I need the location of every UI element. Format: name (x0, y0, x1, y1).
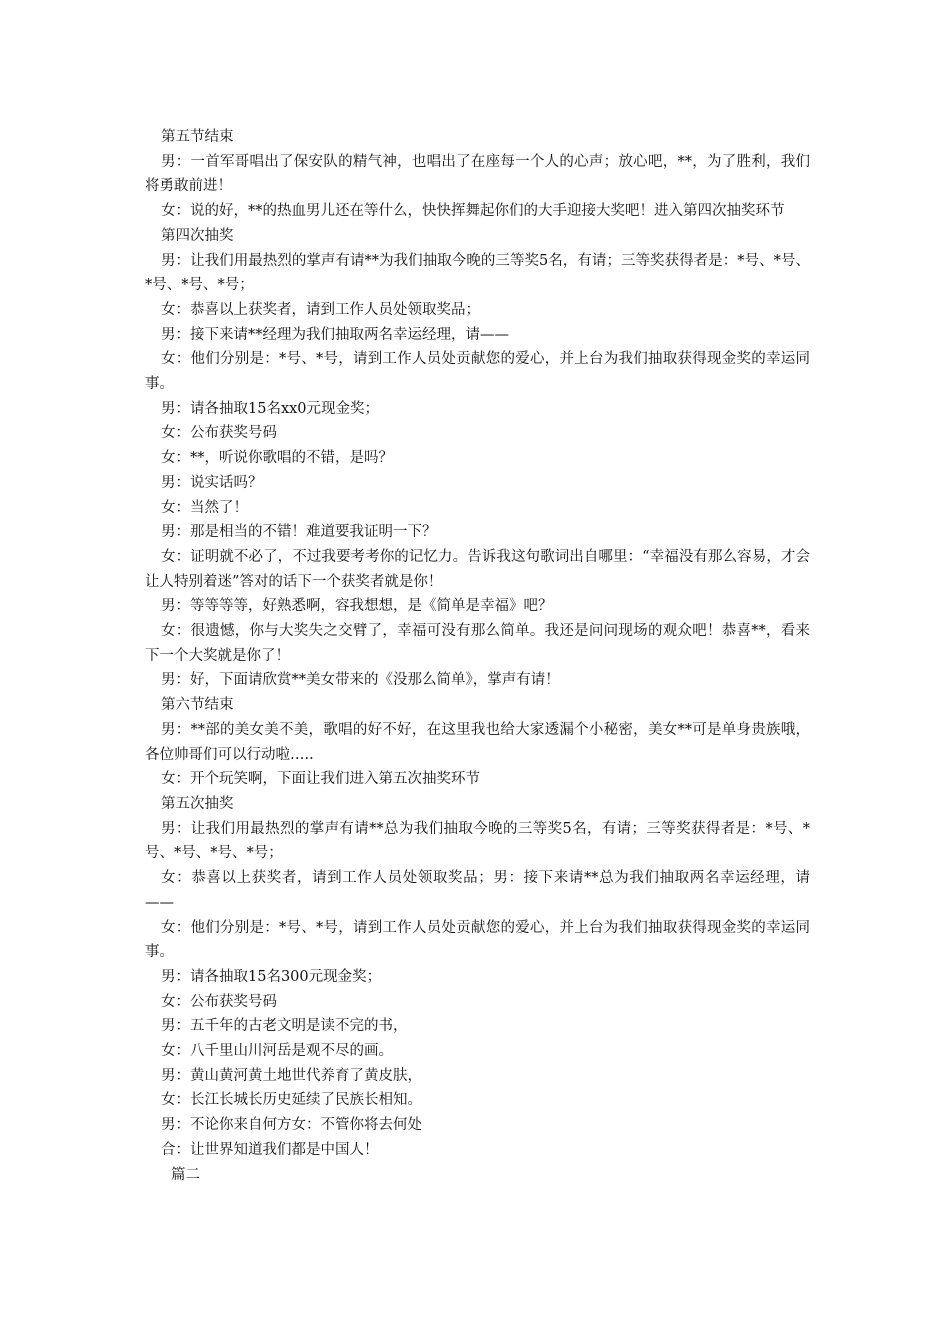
paragraph: 男：等等等等，好熟悉啊，容我想想，是《简单是幸福》吧？ (161, 598, 553, 615)
paragraph: 女：当然了！ (161, 499, 248, 516)
paragraph: 女：他们分别是：*号、*号，请到工作人员处贡献您的爱心，并上台为我们抽取获得现金奖的幸运同事。 (145, 919, 810, 961)
paragraph: 女：他们分别是：*号、*号，请到工作人员处贡献您的爱心，并上台为我们抽取获得现金奖的幸运同事。 (145, 351, 810, 393)
paragraph: 男：说实话吗？ (161, 474, 263, 491)
paragraph: 合：让世界知道我们都是中国人！ (161, 1141, 379, 1158)
paragraph: 女：说的好，**的热血男儿还在等什么，快快挥舞起你们的大手迎接大奖吧！进入第四次抽奖环节 (161, 203, 785, 220)
paragraph: 女：**，听说你歌唱的不错，是吗？ (161, 450, 393, 467)
paragraph: 男：黄山黄河黄土地世代养育了黄皮肤， (161, 1067, 422, 1084)
paragraph: 男：一首军哥唱出了保安队的精气神，也唱出了在座每一个人的心声；放心吧，**，为了胜利，我们将勇敢前进！ (145, 153, 810, 195)
paragraph: 男：五千年的古老文明是读不完的书， (161, 1018, 408, 1035)
paragraph: 女：开个玩笑啊，下面让我们进入第五次抽奖环节 (161, 771, 480, 788)
paragraph: 男：让我们用最热烈的掌声有请**总为我们抽取今晚的三等奖5名，有请；三等奖获得者是：*号、*号、*号、*号、*号； (145, 820, 810, 862)
paragraph: 第五次抽奖 (161, 795, 234, 812)
paragraph: 女：很遗憾，你与大奖失之交臂了，幸福可没有那么简单。我还是问问现场的观众吧！恭喜**，看来下一个大奖就是你了！ (145, 623, 810, 664)
paragraph: 女：八千里山川河岳是观不尽的画。 (161, 1043, 393, 1060)
paragraph: 女：公布获奖号码 (161, 425, 277, 442)
paragraph: 女：公布获奖号码 (161, 993, 277, 1010)
paragraph: 男：那是相当的不错！难道要我证明一下？ (161, 524, 437, 541)
paragraph: 第四次抽奖 (161, 227, 234, 244)
paragraph: 篇二 (171, 1166, 200, 1183)
paragraph: 男：让我们用最热烈的掌声有请**为我们抽取今晚的三等奖5名，有请；三等奖获得者是：*号、*号、*号、*号、*号； (145, 252, 810, 294)
paragraph: 男：不论你来自何方女：不管你将去何处 (161, 1117, 422, 1134)
document-body (145, 125, 810, 1187)
paragraph: 第五节结束 (161, 129, 234, 145)
paragraph: 男：请各抽取15名300元现金奖； (161, 968, 382, 985)
paragraph: 男：好，下面请欣赏**美女带来的《没那么简单》，掌声有请！ (161, 672, 560, 689)
paragraph: 女：证明就不必了，不过我要考考你的记忆力。告诉我这句歌词出自哪里：“幸福没有那么容易，才会让人特别着迷”答对的话下一个获奖者就是你！ (145, 548, 810, 590)
paragraph: 女：恭喜以上获奖者，请到工作人员处领取奖品； (161, 301, 480, 318)
paragraph: 男：请各抽取15名xx0元现金奖； (161, 400, 380, 417)
paragraph: 女：恭喜以上获奖者，请到工作人员处领取奖品；男：接下来请**总为我们抽取两名幸运经理，请—— (145, 870, 810, 911)
paragraph: 第六节结束 (161, 697, 234, 714)
paragraph: 女：长江长城长历史延续了民族长相知。 (161, 1092, 422, 1109)
paragraph: 男：接下来请**经理为我们抽取两名幸运经理，请—— (161, 326, 509, 343)
paragraph: 男：**部的美女美不美，歌唱的好不好，在这里我也给大家透漏个小秘密，美女**可是单身贵族哦，各位帅哥们可以行动啦….. (145, 721, 810, 763)
